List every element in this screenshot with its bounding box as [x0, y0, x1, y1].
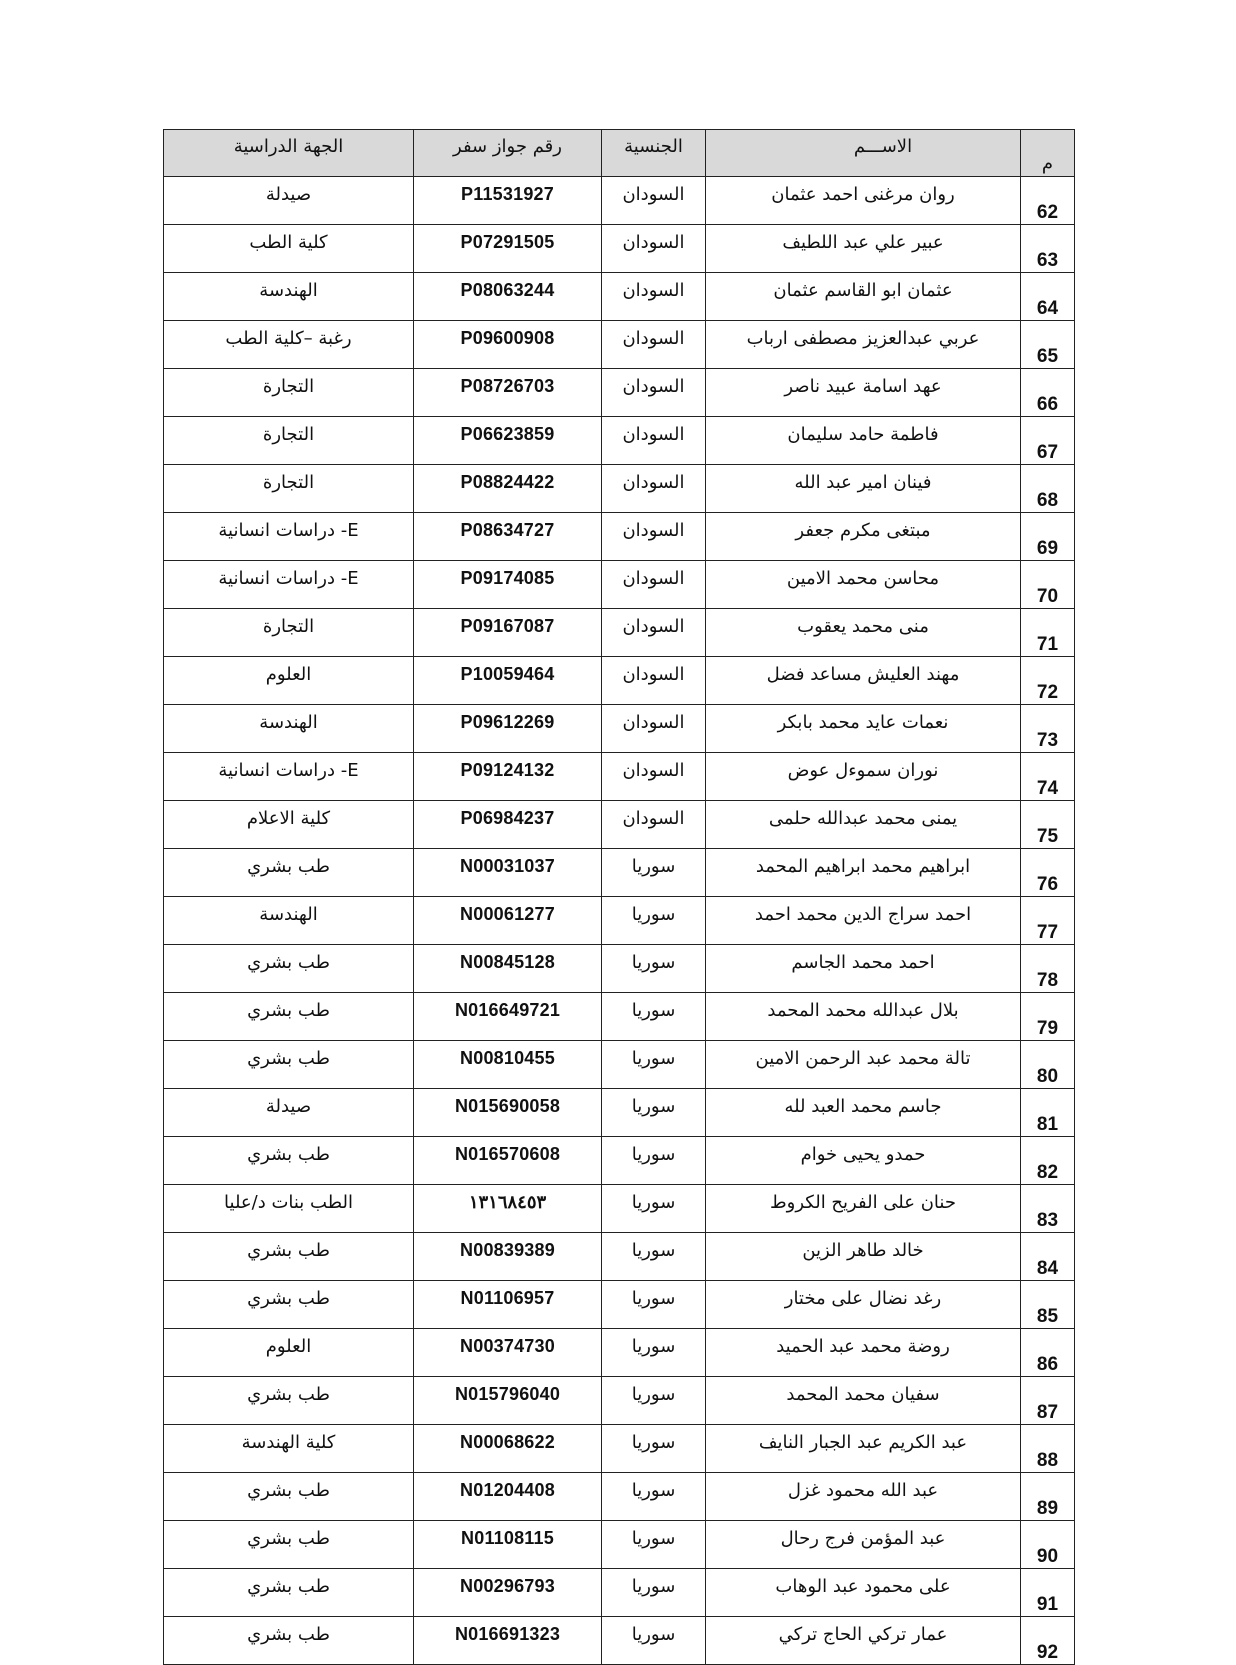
faculty-cell: صيدلة [164, 177, 414, 225]
faculty-cell: طب بشري [164, 1377, 414, 1425]
passport-cell: P10059464 [414, 657, 602, 705]
nationality-cell: سوريا [602, 1329, 706, 1377]
name-cell: ابراهيم محمد ابراهيم المحمد [706, 849, 1021, 897]
row-number-cell: 87 [1021, 1377, 1075, 1425]
row-number-cell: 91 [1021, 1569, 1075, 1617]
nationality-cell: سوريا [602, 1473, 706, 1521]
row-number-cell: 68 [1021, 465, 1075, 513]
table-row [164, 801, 1075, 849]
row-number-cell: 63 [1021, 225, 1075, 273]
nationality-cell: السودان [602, 705, 706, 753]
table-row [164, 1425, 1075, 1473]
nationality-cell: سوريا [602, 1617, 706, 1665]
faculty-cell: طب بشري [164, 1521, 414, 1569]
name-cell: روان مرغنى احمد عثمان [706, 177, 1021, 225]
faculty-cell: كلية الاعلام [164, 801, 414, 849]
table-row [164, 705, 1075, 753]
nationality-cell: سوريا [602, 1089, 706, 1137]
faculty-cell: التجارة [164, 417, 414, 465]
row-number-cell: 92 [1021, 1617, 1075, 1665]
table-row [164, 1089, 1075, 1137]
name-cell: جاسم محمد العبد لله [706, 1089, 1021, 1137]
nationality-cell: سوريا [602, 1425, 706, 1473]
faculty-cell: التجارة [164, 369, 414, 417]
name-cell: نعمات عايد محمد بابكر [706, 705, 1021, 753]
students-table [163, 129, 1075, 1665]
nationality-cell: سوريا [602, 1137, 706, 1185]
faculty-cell: الطب بنات د/عليا [164, 1185, 414, 1233]
name-cell: عبد الله محمود غزل [706, 1473, 1021, 1521]
row-number-cell: 70 [1021, 561, 1075, 609]
table-body [164, 177, 1075, 1665]
nationality-cell: السودان [602, 561, 706, 609]
nationality-cell: سوريا [602, 1281, 706, 1329]
nationality-cell: سوريا [602, 1041, 706, 1089]
passport-cell: P08824422 [414, 465, 602, 513]
row-number-cell: 80 [1021, 1041, 1075, 1089]
name-cell: محاسن محمد الامين [706, 561, 1021, 609]
nationality-cell: السودان [602, 417, 706, 465]
row-number-cell: 88 [1021, 1425, 1075, 1473]
faculty-cell: E- دراسات انسانية [164, 753, 414, 801]
nationality-cell: السودان [602, 801, 706, 849]
nationality-cell: السودان [602, 321, 706, 369]
table-row [164, 1473, 1075, 1521]
name-cell: بلال عبدالله محمد المحمد [706, 993, 1021, 1041]
row-number-cell: 67 [1021, 417, 1075, 465]
faculty-cell: طب بشري [164, 849, 414, 897]
row-number-cell: 79 [1021, 993, 1075, 1041]
table-row [164, 1233, 1075, 1281]
table-row [164, 177, 1075, 225]
table-row [164, 321, 1075, 369]
row-number-cell: 69 [1021, 513, 1075, 561]
faculty-cell: طب بشري [164, 1137, 414, 1185]
header-nationality: الجنسية [602, 130, 706, 177]
name-cell: على محمود عبد الوهاب [706, 1569, 1021, 1617]
passport-cell: N01106957 [414, 1281, 602, 1329]
row-number-cell: 71 [1021, 609, 1075, 657]
name-cell: مبتغى مكرم جعفر [706, 513, 1021, 561]
row-number-cell: 64 [1021, 273, 1075, 321]
faculty-cell: طب بشري [164, 1281, 414, 1329]
table-row [164, 273, 1075, 321]
faculty-cell: صيدلة [164, 1089, 414, 1137]
table-row [164, 513, 1075, 561]
passport-cell: P09124132 [414, 753, 602, 801]
table-header [164, 130, 1075, 177]
passport-cell: N016691323 [414, 1617, 602, 1665]
faculty-cell: كلية الهندسة [164, 1425, 414, 1473]
nationality-cell: السودان [602, 657, 706, 705]
faculty-cell: طب بشري [164, 1617, 414, 1665]
nationality-cell: السودان [602, 225, 706, 273]
passport-cell: N015690058 [414, 1089, 602, 1137]
name-cell: خالد طاهر الزين [706, 1233, 1021, 1281]
header-faculty: الجهة الدراسية [164, 130, 414, 177]
row-number-cell: 65 [1021, 321, 1075, 369]
nationality-cell: السودان [602, 273, 706, 321]
passport-cell: P06984237 [414, 801, 602, 849]
row-number-cell: 84 [1021, 1233, 1075, 1281]
passport-cell: N01108115 [414, 1521, 602, 1569]
table-row [164, 465, 1075, 513]
name-cell: مهند العليش مساعد فضل [706, 657, 1021, 705]
name-cell: فاطمة حامد سليمان [706, 417, 1021, 465]
passport-cell: N00031037 [414, 849, 602, 897]
name-cell: حمدو يحيى خوام [706, 1137, 1021, 1185]
passport-cell: ١٣١٦٨٤٥٣ [414, 1185, 602, 1233]
table-row [164, 1617, 1075, 1665]
table-row [164, 1329, 1075, 1377]
passport-cell: N00296793 [414, 1569, 602, 1617]
row-number-cell: 73 [1021, 705, 1075, 753]
passport-cell: N00374730 [414, 1329, 602, 1377]
faculty-cell: كلية الطب [164, 225, 414, 273]
name-cell: عبد المؤمن فرج رحال [706, 1521, 1021, 1569]
name-cell: احمد سراج الدين محمد احمد [706, 897, 1021, 945]
passport-cell: N016570608 [414, 1137, 602, 1185]
passport-cell: N01204408 [414, 1473, 602, 1521]
name-cell: عربي عبدالعزيز مصطفى ارباب [706, 321, 1021, 369]
nationality-cell: السودان [602, 513, 706, 561]
passport-cell: N00839389 [414, 1233, 602, 1281]
row-number-cell: 76 [1021, 849, 1075, 897]
name-cell: عثمان ابو القاسم عثمان [706, 273, 1021, 321]
table-row [164, 1521, 1075, 1569]
nationality-cell: سوريا [602, 1233, 706, 1281]
table-row [164, 1377, 1075, 1425]
name-cell: احمد محمد الجاسم [706, 945, 1021, 993]
nationality-cell: السودان [602, 177, 706, 225]
passport-cell: P09167087 [414, 609, 602, 657]
faculty-cell: طب بشري [164, 1233, 414, 1281]
row-number-cell: 86 [1021, 1329, 1075, 1377]
faculty-cell: الهندسة [164, 273, 414, 321]
passport-cell: P06623859 [414, 417, 602, 465]
table-row [164, 1137, 1075, 1185]
nationality-cell: سوريا [602, 993, 706, 1041]
row-number-cell: 81 [1021, 1089, 1075, 1137]
passport-cell: N00068622 [414, 1425, 602, 1473]
header-name: الاســـم [706, 130, 1021, 177]
passport-cell: N016649721 [414, 993, 602, 1041]
faculty-cell: E- دراسات انسانية [164, 513, 414, 561]
passport-cell: N00061277 [414, 897, 602, 945]
nationality-cell: سوريا [602, 945, 706, 993]
name-cell: عبد الكريم عبد الجبار النايف [706, 1425, 1021, 1473]
faculty-cell: طب بشري [164, 1041, 414, 1089]
passport-cell: P08634727 [414, 513, 602, 561]
name-cell: يمنى محمد عبدالله حلمى [706, 801, 1021, 849]
table-row [164, 369, 1075, 417]
passport-cell: P09612269 [414, 705, 602, 753]
table-row [164, 1041, 1075, 1089]
faculty-cell: التجارة [164, 465, 414, 513]
row-number-cell: 89 [1021, 1473, 1075, 1521]
header-passport: رقم جواز سفر [414, 130, 602, 177]
table-row [164, 1281, 1075, 1329]
nationality-cell: سوريا [602, 1569, 706, 1617]
faculty-cell: العلوم [164, 1329, 414, 1377]
faculty-cell: طب بشري [164, 993, 414, 1041]
nationality-cell: السودان [602, 465, 706, 513]
passport-cell: P09600908 [414, 321, 602, 369]
faculty-cell: طب بشري [164, 1569, 414, 1617]
name-cell: نوران سموءل عوض [706, 753, 1021, 801]
table-row [164, 1569, 1075, 1617]
name-cell: فينان امير عبد الله [706, 465, 1021, 513]
row-number-cell: 72 [1021, 657, 1075, 705]
table-row [164, 945, 1075, 993]
table-row [164, 609, 1075, 657]
name-cell: عمار تركي الحاج تركي [706, 1617, 1021, 1665]
faculty-cell: التجارة [164, 609, 414, 657]
name-cell: روضة محمد عبد الحميد [706, 1329, 1021, 1377]
header-number: م [1021, 130, 1075, 177]
faculty-cell: الهندسة [164, 705, 414, 753]
passport-cell: P07291505 [414, 225, 602, 273]
table-row [164, 993, 1075, 1041]
row-number-cell: 66 [1021, 369, 1075, 417]
name-cell: رغد نضال على مختار [706, 1281, 1021, 1329]
passport-cell: P09174085 [414, 561, 602, 609]
table-row [164, 753, 1075, 801]
table-row [164, 849, 1075, 897]
table-row [164, 897, 1075, 945]
row-number-cell: 83 [1021, 1185, 1075, 1233]
faculty-cell: العلوم [164, 657, 414, 705]
passport-cell: P08063244 [414, 273, 602, 321]
faculty-cell: طب بشري [164, 1473, 414, 1521]
passport-cell: P08726703 [414, 369, 602, 417]
nationality-cell: السودان [602, 609, 706, 657]
nationality-cell: السودان [602, 369, 706, 417]
row-number-cell: 77 [1021, 897, 1075, 945]
passport-cell: N00810455 [414, 1041, 602, 1089]
name-cell: سفيان محمد المحمد [706, 1377, 1021, 1425]
faculty-cell: رغبة –كلية الطب [164, 321, 414, 369]
nationality-cell: سوريا [602, 1521, 706, 1569]
header-row [164, 130, 1075, 177]
faculty-cell: E- دراسات انسانية [164, 561, 414, 609]
name-cell: تالة محمد عبد الرحمن الامين [706, 1041, 1021, 1089]
nationality-cell: سوريا [602, 1185, 706, 1233]
nationality-cell: سوريا [602, 1377, 706, 1425]
table-row [164, 417, 1075, 465]
passport-cell: N00845128 [414, 945, 602, 993]
table-row [164, 1185, 1075, 1233]
name-cell: عهد اسامة عبيد ناصر [706, 369, 1021, 417]
row-number-cell: 85 [1021, 1281, 1075, 1329]
faculty-cell: الهندسة [164, 897, 414, 945]
row-number-cell: 74 [1021, 753, 1075, 801]
row-number-cell: 90 [1021, 1521, 1075, 1569]
nationality-cell: سوريا [602, 897, 706, 945]
name-cell: منى محمد يعقوب [706, 609, 1021, 657]
nationality-cell: السودان [602, 753, 706, 801]
nationality-cell: سوريا [602, 849, 706, 897]
faculty-cell: طب بشري [164, 945, 414, 993]
table-row [164, 225, 1075, 273]
table-row [164, 561, 1075, 609]
table-row [164, 657, 1075, 705]
row-number-cell: 82 [1021, 1137, 1075, 1185]
passport-cell: P11531927 [414, 177, 602, 225]
row-number-cell: 75 [1021, 801, 1075, 849]
row-number-cell: 78 [1021, 945, 1075, 993]
passport-cell: N015796040 [414, 1377, 602, 1425]
row-number-cell: 62 [1021, 177, 1075, 225]
name-cell: عبير علي عبد اللطيف [706, 225, 1021, 273]
name-cell: حنان على الفريح الكروط [706, 1185, 1021, 1233]
